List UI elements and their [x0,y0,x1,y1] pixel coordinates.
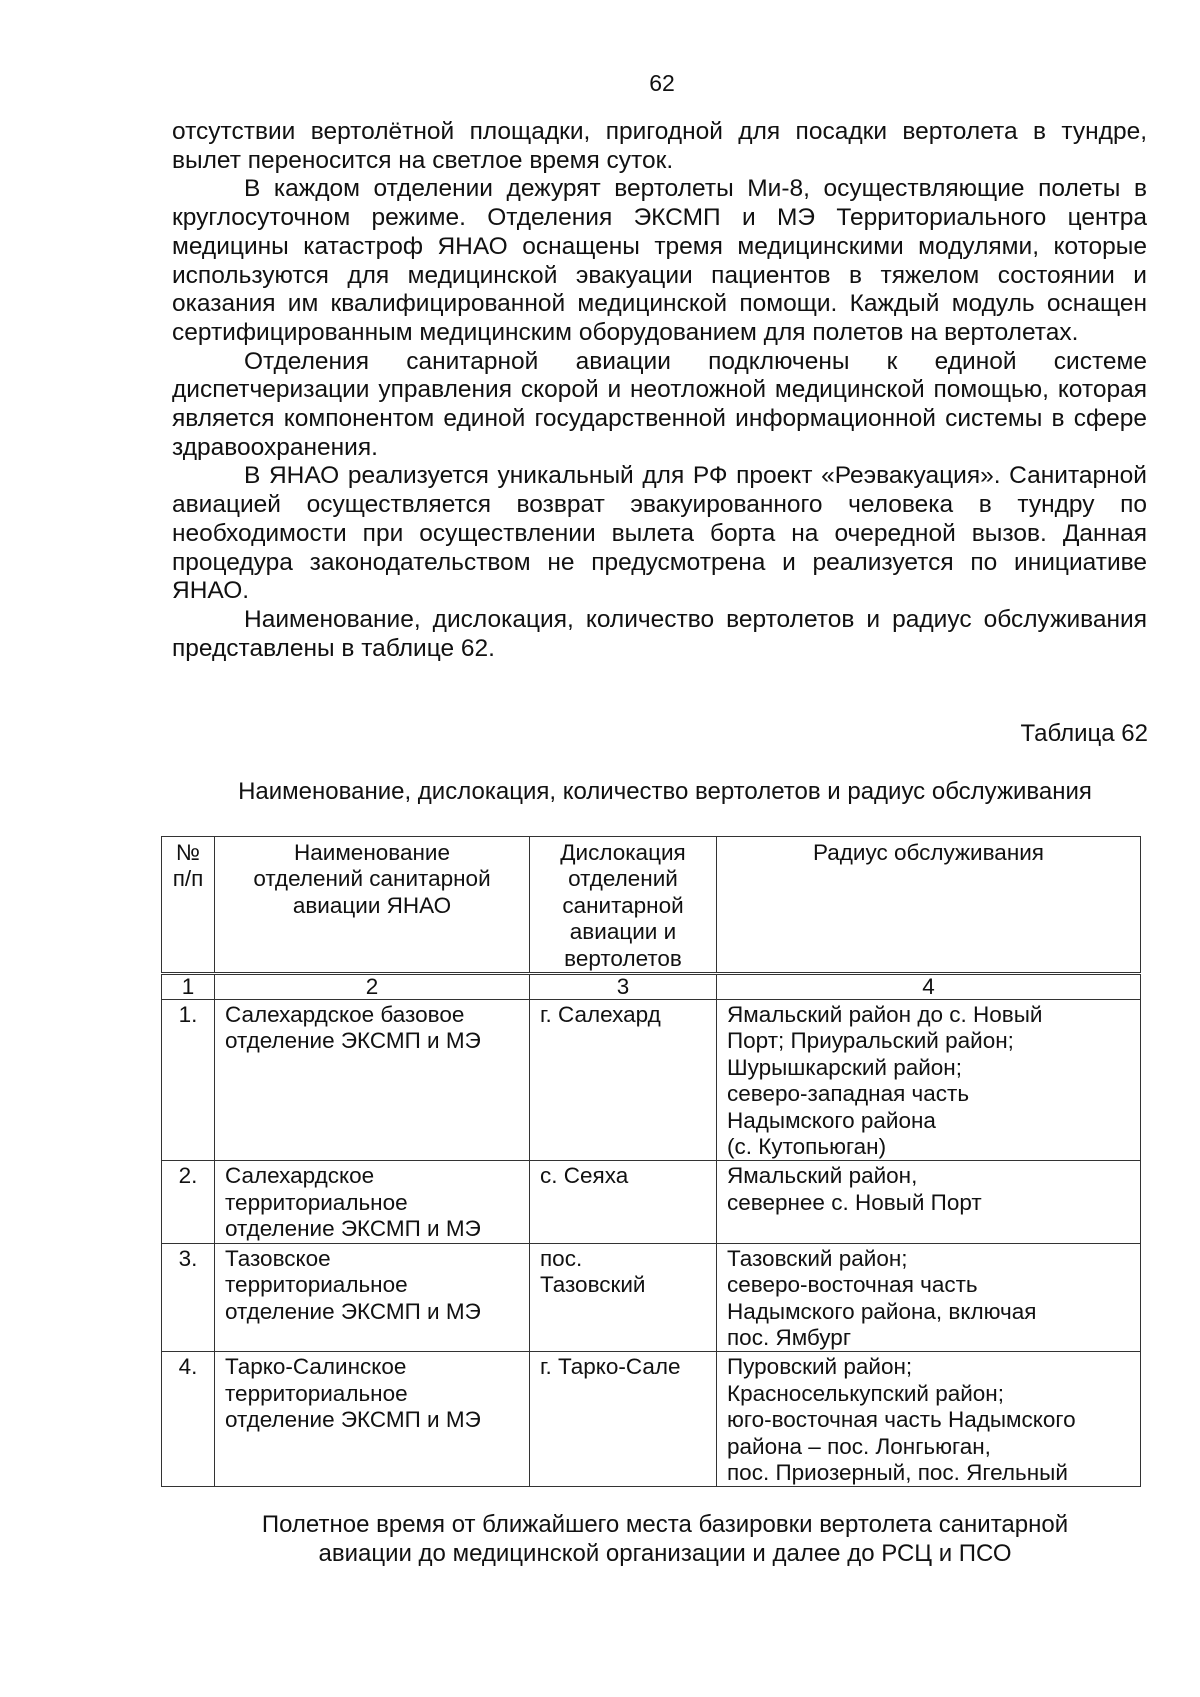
service-radius: Тазовский район; северо-восточная часть Надымского района, включая пос. Ямбург [717,1243,1141,1352]
paragraph: В каждом отделении дежурят вертолеты Ми-8, осуществляющие полеты в круглосуточном режиме. Отделения ЭКСМП и МЭ Территориального центра медицины катастроф ЯНАО оснащены тремя медицинскими модулями, которые используются для медицинской эвакуации пациентов в тяжелом состоянии и оказания им квалифицированной медицинской помощи. Каждый модуль оснащен сертифицированным медицинским оборудованием для полетов на вертолетах. [172,175,1147,346]
location: с. Сеяха [530,1161,717,1243]
helicopter-table [161,836,1141,1487]
table-header-row [162,837,1141,974]
header-cell: Дислокация отделений санитарной авиации и вертолетов [530,837,717,974]
department-name: Салехардское базовое отделение ЭКСМП и МЭ [215,1000,530,1161]
department-name: Салехардское территориальное отделение ЭКСМП и МЭ [215,1161,530,1243]
column-number: 2 [215,974,530,1000]
header-cell: Наименование отделений санитарной авиации ЯНАО [215,837,530,974]
service-radius: Пуровский район; Красноселькупский район; юго-восточная часть Надымского района – пос. Лонгьюган, пос. Приозерный, пос. Ягельный [717,1352,1141,1487]
paragraph: Отделения санитарной авиации подключены к единой системе диспетчеризации управления скорой и неотложной медицинской помощью, которая является компонентом единой государственной информационной системы в сфере здравоохранения. [172,347,1147,461]
service-radius: Ямальский район до с. Новый Порт; Приуральский район; Шурышкарский район; северо-западная часть Надымского района (с. Кутопьюган) [717,1000,1141,1161]
row-number: 2. [162,1161,215,1243]
column-number: 3 [530,974,717,1000]
table-title: Наименование, дислокация, количество вертолетов и радиус обслуживания [238,778,1092,805]
location: г. Салехард [530,1000,717,1161]
location: г. Тарко-Сале [530,1352,717,1487]
row-number: 3. [162,1243,215,1352]
row-number: 4. [162,1352,215,1487]
header-cell: Радиус обслуживания [717,837,1141,974]
table-label: Таблица 62 [1020,720,1148,747]
location: пос. Тазовский [530,1243,717,1352]
table-row [162,1161,1141,1243]
department-name: Тазовское территориальное отделение ЭКСМП и МЭ [215,1243,530,1352]
paragraph: Наименование, дислокация, количество вертолетов и радиус обслуживания представлены в таблице 62. [172,605,1147,662]
paragraph: В ЯНАО реализуется уникальный для РФ проект «Реэвакуация». Санитарной авиацией осуществляется возврат эвакуированного человека в тундру по необходимости при осуществлении вылета борта на очередной вызов. Данная процедура законодательством не предусмотрена и реализуется по инициативе ЯНАО. [172,462,1147,605]
table-row [162,1352,1141,1487]
row-number: 1. [162,1000,215,1161]
column-number: 4 [717,974,1141,1000]
department-name: Тарко-Салинское территориальное отделение ЭКСМП и МЭ [215,1352,530,1487]
table-row [162,1000,1141,1161]
column-number-row [162,974,1141,1000]
paragraph: отсутствии вертолётной площадки, пригодной для посадки вертолета в тундре, вылет переносится на светлое время суток. [172,118,1147,174]
section-title: Полетное время от ближайшего места базировки вертолета санитарной авиации до медицинской организации и далее до РСЦ и ПСО [261,1511,1069,1567]
column-number: 1 [162,974,215,1000]
header-cell: № п/п [162,837,215,974]
service-radius: Ямальский район, севернее с. Новый Порт [717,1161,1141,1243]
body-text [172,118,1147,663]
page-number: 62 [649,70,675,96]
table-row [162,1243,1141,1352]
